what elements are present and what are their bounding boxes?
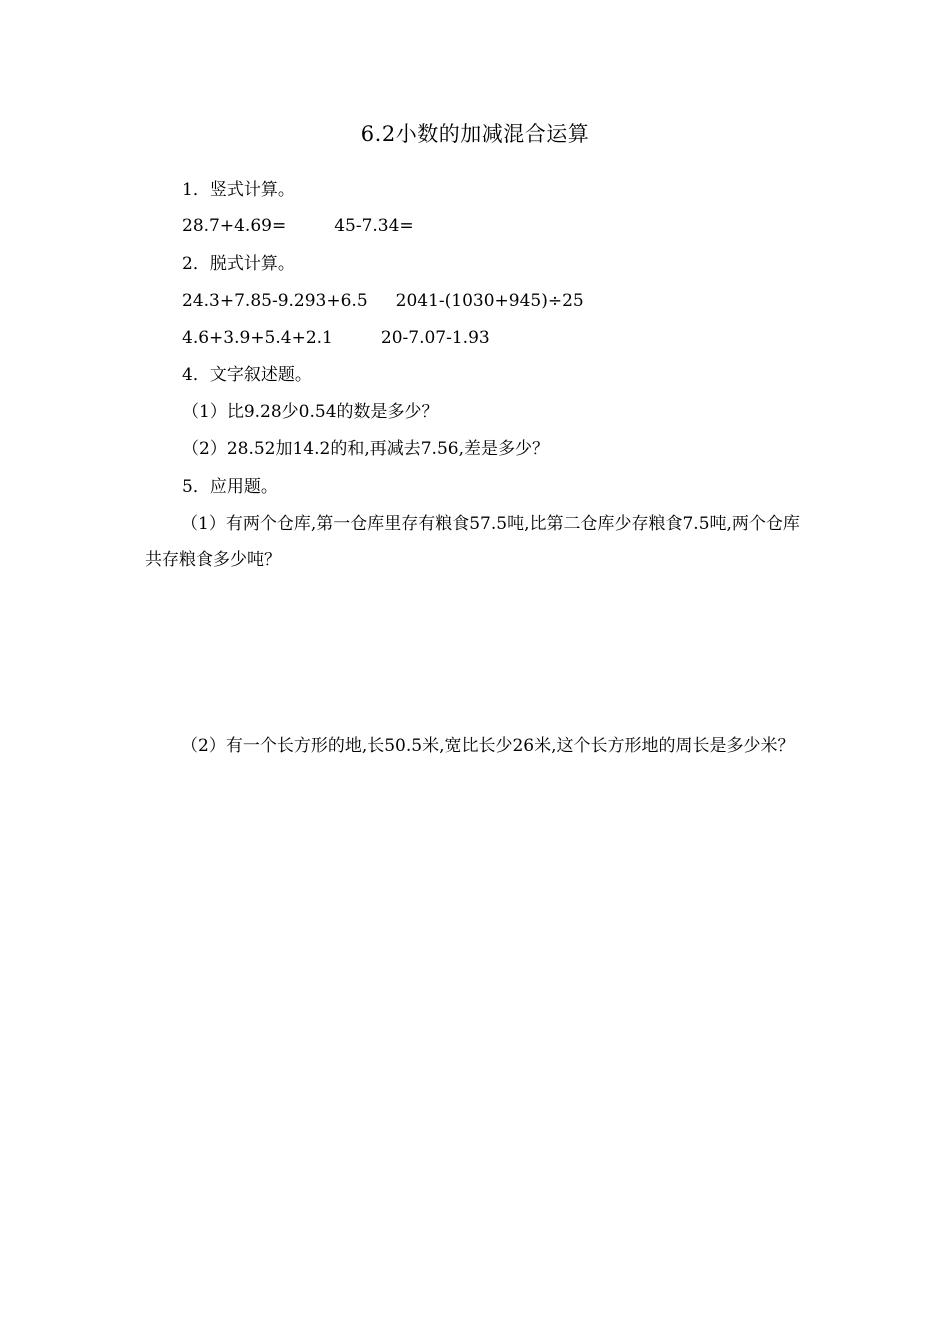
q2-row2-expr-b: 20-7.07-1.93	[380, 328, 490, 348]
q5-item-1: （1）有两个仓库,第一仓库里存有粮食57.5吨,比第二仓库少存粮食7.5吨,两个仓库共存粮食多少吨？	[145, 514, 800, 570]
q2-row1-expr-a: 24.3+7.85-9.293+6.5	[182, 291, 368, 311]
q2-row1	[182, 289, 584, 313]
q1-expr-b: 45-7.34=	[334, 216, 414, 236]
q1-expr-a: 28.7+4.69=	[182, 216, 287, 236]
q2-heading: 2．脱式计算。	[182, 254, 295, 274]
q4-heading: 4．文字叙述题。	[182, 365, 312, 385]
q2-row2	[182, 326, 490, 350]
q1-expressions	[182, 214, 414, 238]
q4-item-1: （1）比9.28少0.54的数是多少？	[182, 402, 439, 422]
q1-heading: 1．竖式计算。	[182, 180, 295, 200]
page-title: 6.2小数的加减混合运算	[360, 122, 590, 146]
q2-row1-expr-b: 2041-(1030+945)÷25	[395, 291, 584, 311]
q5-item-2: （2）有一个长方形的地,长50.5米,宽比长少26米,这个长方形地的周长是多少米？	[181, 736, 795, 756]
q4-item-2: （2）28.52加14.2的和,再减去7.56,差是多少？	[182, 439, 549, 459]
q2-row2-expr-a: 4.6+3.9+5.4+2.1	[182, 328, 333, 348]
q5-heading: 5．应用题。	[182, 477, 278, 497]
